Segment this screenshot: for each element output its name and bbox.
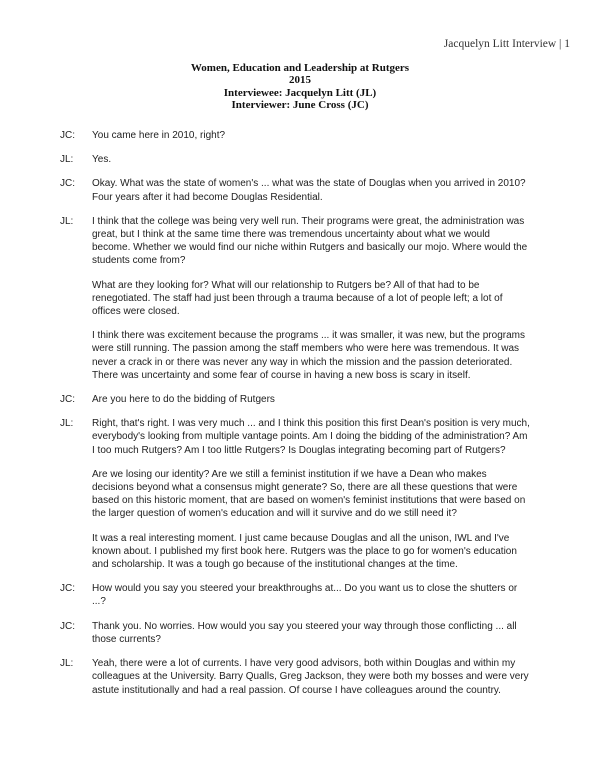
transcript: [60, 129, 540, 708]
entry-body: [92, 620, 530, 646]
speaker-label: JL:: [60, 658, 74, 670]
transcript-paragraph: You came here in 2010, right?: [92, 130, 226, 141]
transcript-entry: [60, 215, 540, 382]
transcript-entry: [60, 417, 540, 571]
transcript-entry: [60, 657, 540, 697]
transcript-paragraph: What are they looking for? What will our relationship to Rutgers be? All of that had to be renegotiated. The staff had just been through a trauma because of a lot of people left; a lot of offices were closed.: [92, 279, 503, 318]
transcript-paragraph: Yes.: [92, 154, 112, 166]
entry-body: [92, 215, 530, 382]
transcript-paragraph: How would you say you steered your breakthroughs at... Do you want us to close the shutters or ...?: [92, 583, 518, 608]
transcript-paragraph: I think there was excitement because the programs ... it was smaller, it was new, but the programs were still running. The passion among the staff members who were here was tremendous. It was never a crack in or there was never any way in which the mission and the passion deteriorated. There was uncertainty and some fear of course in having a new boss is scary in itself.: [92, 330, 525, 381]
speaker-label: JC:: [60, 620, 75, 632]
transcript-paragraph: I think that the college was being very well run. Their programs were great, the administration was great, but I think at the same time there was tremendous uncertainty about what we would become. Whether we would find our niche within Rutgers and basically our mojo. Where would the students come from?: [92, 215, 528, 267]
transcript-paragraph: Yeah, there were a lot of currents. I have very good advisors, both within Douglas and within my colleagues at the University. Barry Qualls, Greg Jackson, they were both my bosses and were very astute institutionally and had a real passion. Of course I have colleagues around the country.: [92, 658, 529, 696]
transcript-paragraph: Okay. What was the state of women's ... what was the state of Douglas when you arrived in 2010? Four years after it had become Douglas Residential.: [92, 178, 526, 203]
transcript-entry: [60, 393, 540, 406]
entry-body: [92, 129, 530, 142]
speaker-label: JC:: [60, 130, 75, 141]
transcript-paragraph: Are we losing our identity? Are we still a feminist institution if we have a Dean who makes decisions beyond what a consensus might generate? So, there are all these questions that were based on this historic moment, that are based on women's feminist institutions that were based on the larger question of women's education and will it survive and do we still need it?: [92, 468, 526, 520]
document-year: 2015: [289, 74, 311, 87]
transcript-entry: [60, 177, 540, 203]
document-title: Women, Education and Leadership at Rutgers: [190, 62, 410, 74]
title-block: [0, 62, 600, 111]
entry-body: [92, 177, 530, 203]
transcript-paragraph: It was a real interesting moment. I just came because Douglas and all the unison, IWL and I've known about. I published my first book here. Rutgers was the place to go for women's education and scholarship. It was a tough go because of the institutional changes at the time.: [92, 532, 517, 571]
speaker-label: JC:: [60, 394, 75, 406]
entry-body: [92, 657, 530, 697]
running-header: Jacquelyn Litt Interview | 1: [443, 38, 570, 50]
transcript-entry: [60, 129, 540, 142]
speaker-label: JL:: [60, 215, 74, 227]
speaker-label: JL:: [60, 154, 74, 166]
speaker-label: JC:: [60, 583, 75, 595]
transcript-paragraph: Right, that's right. I was very much ... and I think this position this first Dean's position is very much, everybody's looking from multiple vantage points. Am I doing the bidding of the administration? Am I too much Rutgers? Am I too little Rutgers? Is Douglas integrating becoming part of Rutgers?: [92, 418, 530, 456]
speaker-label: JC:: [60, 178, 75, 190]
transcript-paragraph: Thank you. No worries. How would you say you steered your way through those conflicting ... all those currents?: [92, 620, 517, 645]
entry-body: [92, 393, 530, 406]
transcript-paragraph: Are you here to do the bidding of Rutgers: [92, 394, 275, 406]
interviewer-line: Interviewer: June Cross (JC): [231, 98, 369, 111]
entry-body: [92, 153, 530, 166]
transcript-entry: [60, 153, 540, 166]
entry-body: [92, 582, 530, 608]
interviewee-line: Interviewee: Jacquelyn Litt (JL): [223, 86, 377, 99]
transcript-entry: [60, 582, 540, 608]
entry-body: [92, 417, 530, 571]
speaker-label: JL:: [60, 418, 74, 430]
transcript-entry: [60, 620, 540, 646]
